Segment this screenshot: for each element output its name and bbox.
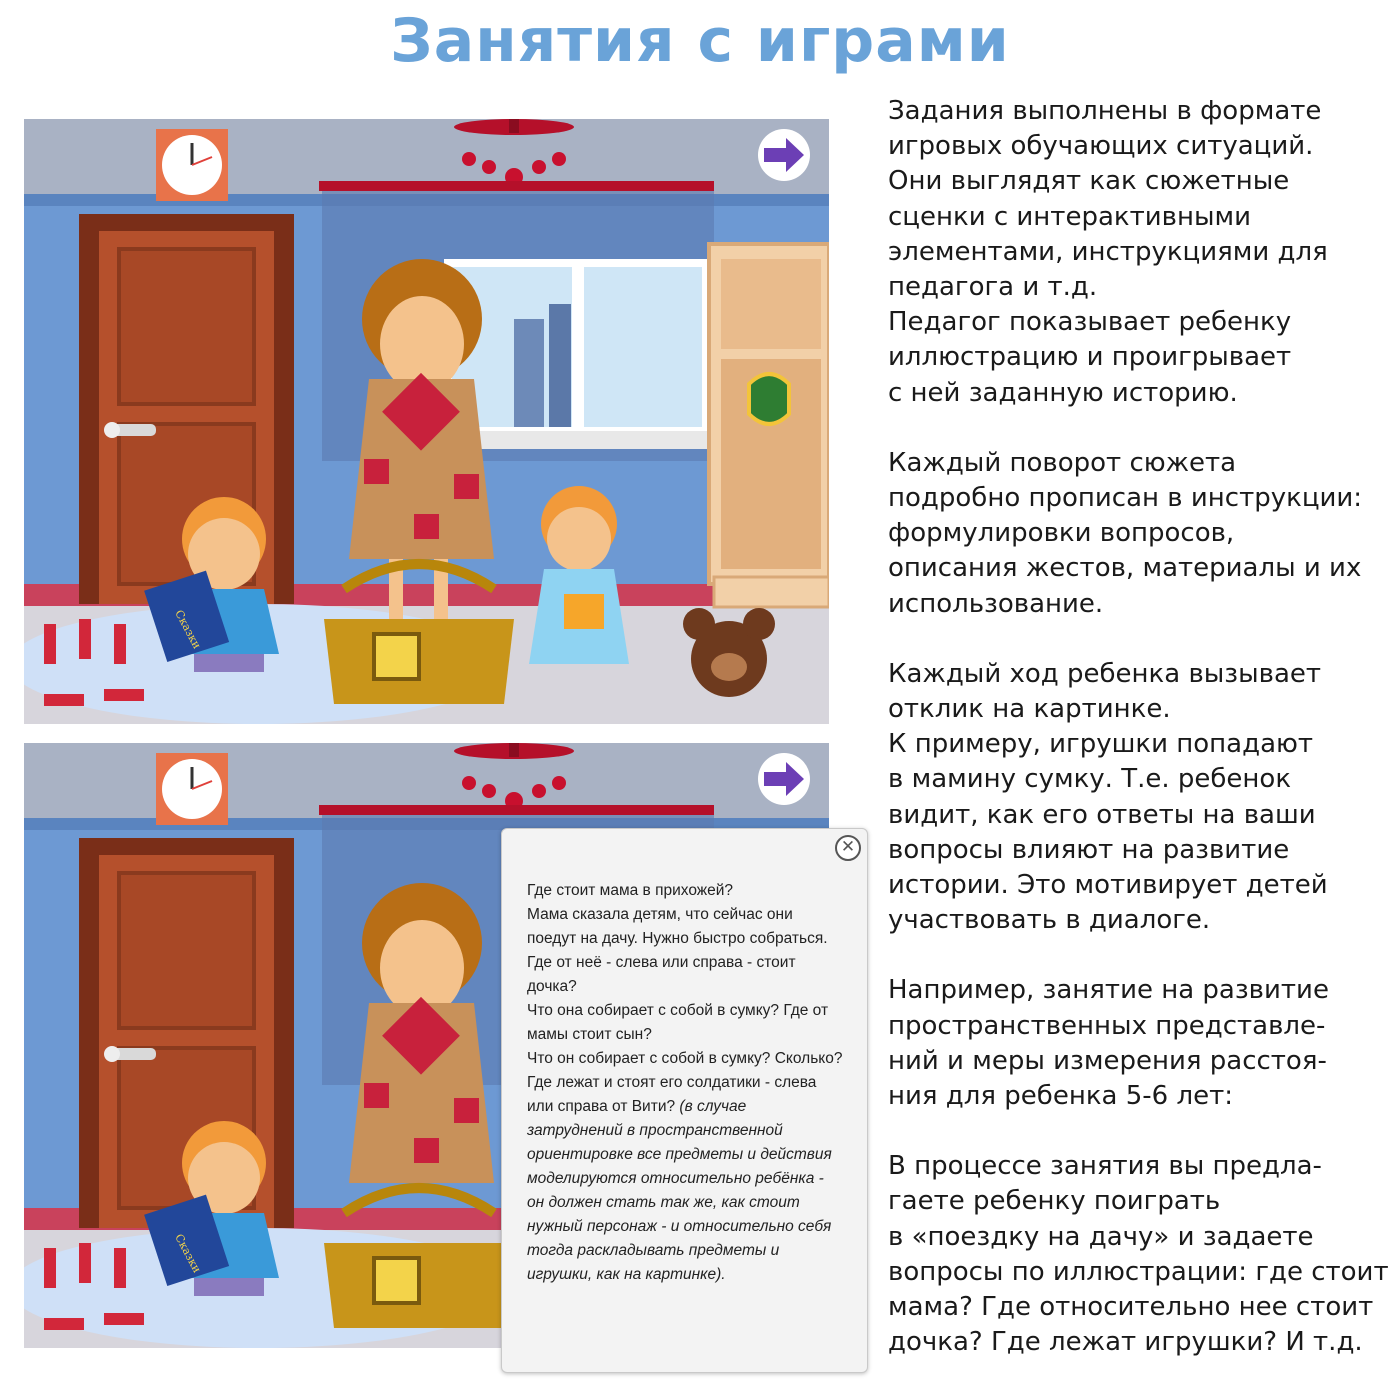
popup-text [527, 879, 845, 1287]
mother-character [349, 883, 494, 1183]
popup-questions: Где стоит мама в прихожей? Мама сказала детям, что сейчас они поедут на дачу. Нужно быстро собраться. Где от неё - слева или справа - стоит дочка? Что она собирает с собой в сумку? Где от мамы стоит сын? Что он собирает с собой в сумку? Сколько? Где лежат и стоят его солдатики - слева или справа от Вити? [527, 882, 843, 1115]
paragraph-3: Каждый ход ребенка вызывает отклик на картинке. К примеру, игрушки попадают в мамину сумку. Т.е. ребенок видит, как его ответы на ваши вопросы влияют на развитие истории. Это мотивирует детей участвовать в диалоге. [888, 658, 1328, 936]
next-arrow-icon [758, 129, 810, 181]
description-text [888, 94, 1393, 1396]
game-scene-1[interactable] [24, 119, 829, 724]
paragraph-1: Задания выполнены в формате игровых обучающих ситуаций. Они выглядят как сюжетные сценки с интерактивными элементами, инструкциями для педагога и т.д. Педагог показывает ребенку иллюстрацию и проигрывает с ней заданную историю. [888, 96, 1328, 408]
clock-icon [156, 753, 228, 825]
girl-character [529, 486, 629, 664]
close-icon[interactable]: ✕ [835, 835, 861, 861]
book-label: Сказки [172, 1231, 204, 1276]
instruction-popup [501, 828, 868, 1373]
clock-icon [156, 129, 228, 201]
paragraph-5: В процессе занятия вы предла- гаете ребенку поиграть в «поездку на дачу» и задаете вопросы по иллюстрации: где стоит мама? Где относительно нее стоит дочка? Где лежат игрушки? И т.д. [888, 1151, 1389, 1358]
book-label: Сказки [172, 607, 204, 652]
paragraph-4: Например, занятие на развитие пространственных представле- ний и меры измерения расстоя- ния для ребенка 5-6 лет: [888, 975, 1329, 1112]
popup-hint: (в случае затруднений в пространственной ориентировке все предметы и действия моделируются относительно ребёнка - он должен стать так же, как стоит нужный персонаж - и относительно себя тогда раскладывать предметы и игрушки, как на картинке). [527, 1098, 832, 1283]
next-arrow-icon [758, 753, 810, 805]
page-title: Занятия с играми [390, 6, 1010, 76]
paragraph-2: Каждый поворот сюжета подробно прописан в инструкции: формулировки вопросов, описания жестов, материалы и их использование. [888, 447, 1363, 619]
